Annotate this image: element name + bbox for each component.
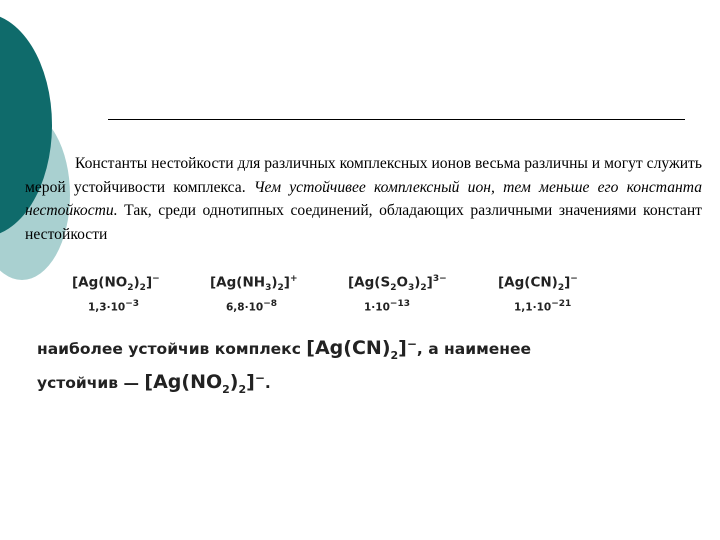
complex-formula: $[Ag(NH_3)_2]^+$: [210, 274, 298, 294]
complex-formula: $[Ag(S_2O_3)_2]^{3-}$: [348, 274, 447, 294]
horizontal-rule: [108, 119, 685, 120]
complex-ag-cn: [498, 274, 578, 314]
complex-constant: $1,1\cdot 10^{-21}$: [514, 299, 572, 314]
paragraph-text-1: Константы нестойкости для различных комплексных ионов весьма различны и могут служить мерой устойчивости комплекса.: [25, 155, 702, 196]
decorative-teal-shapes: [0, 0, 120, 300]
complex-constant: $1,3\cdot 10^{-3}$: [88, 299, 140, 314]
conclusion-text: [37, 333, 637, 401]
conclusion-line-1: наиболее устойчив комплекс $[Ag(CN)_2]^-$, а наименее: [37, 337, 531, 362]
complex-constant: $1\cdot 10^{-13}$: [364, 299, 410, 314]
conclusion-line-2: устойчив — $[Ag(NO_2)_2]^-$.: [37, 370, 271, 396]
main-paragraph: [25, 152, 702, 246]
paragraph-italic-text: Чем устойчивее комплексный ион, тем меньше его константа нестойкости.: [25, 178, 702, 220]
complex-ag-s2o3: [348, 274, 447, 314]
paragraph-text-2: Так, среди однотипных соединений, обладающих различными значениями констант нестойкости: [25, 202, 702, 243]
complex-formula: $[Ag(CN)_2]^-$: [498, 274, 578, 294]
complex-formula: $[Ag(NO_2)_2]^-$: [72, 274, 160, 294]
complex-constant: $6,8\cdot 10^{-8}$: [226, 299, 278, 314]
complex-ag-no2: [72, 274, 160, 314]
complexes-row: [72, 274, 632, 324]
complex-ag-nh3: [210, 274, 297, 314]
